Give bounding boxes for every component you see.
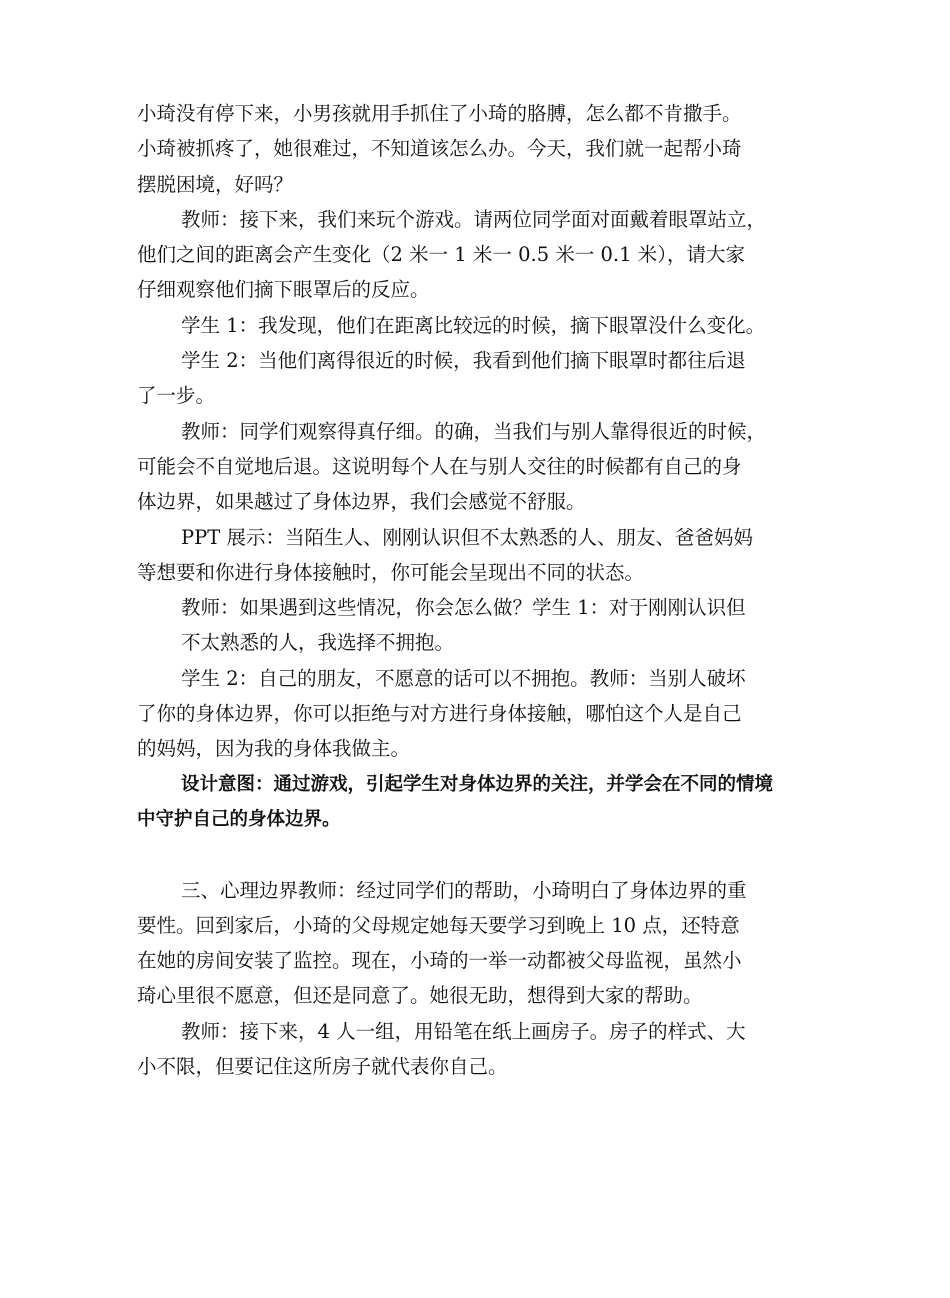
- text-line: 小不限，但要记住这所房子就代表你自己。: [137, 1055, 508, 1079]
- text-line: PPT 展示：当陌生人、刚刚认识但不太熟悉的人、朋友、爸爸妈妈: [181, 525, 753, 549]
- text-line: 摆脱困境，好吗？: [137, 172, 294, 196]
- text-line: 教师：如果遇到这些情况，你会怎么做？学生 1：对于刚刚认识但: [181, 596, 746, 620]
- text-line: 教师：同学们观察得真仔细。的确，当我们与别人靠得很近的时候，: [181, 419, 767, 443]
- text-line: 了你的身体边界，你可以拒绝与对方进行身体接触，哪怕这个人是自己: [137, 702, 742, 726]
- text-line: 教师：接下来，我们来玩个游戏。请两位同学面对面戴着眼罩站立，: [181, 207, 767, 231]
- text-line: 不太熟悉的人，我选择不拥抱。: [181, 631, 455, 655]
- design-intent-line: 设计意图：通过游戏，引起学生对身体边界的关注，并学会在不同的情境: [181, 773, 774, 795]
- design-intent-line: 中守护自己的身体边界。: [137, 808, 341, 830]
- paragraph-gap: [137, 837, 827, 872]
- text-line: 要性。回到家后，小琦的父母规定她每天要学习到晚上 10 点，还特意: [137, 913, 740, 937]
- text-line: 体边界，如果越过了身体边界，我们会感觉不舒服。: [137, 490, 586, 514]
- text-line: 琦心里很不愿意，但还是同意了。她很无助，想得到大家的帮助。: [137, 984, 703, 1008]
- text-line: 在她的房间安装了监控。现在，小琦的一举一动都被父母监视，虽然小: [137, 949, 742, 973]
- text-line: 学生 2：当他们离得很近的时候，我看到他们摘下眼罩时都往后退: [181, 349, 746, 373]
- text-line: 等想要和你进行身体接触时，你可能会呈现出不同的状态。: [137, 560, 645, 584]
- text-line: 教师：接下来，4 人一组，用铅笔在纸上画房子。房子的样式、大: [181, 1019, 746, 1043]
- text-line: 学生 1：我发现，他们在距离比较远的时候，摘下眼罩没什么变化。: [181, 313, 766, 337]
- text-line: 小琦被抓疼了，她很难过，不知道该怎么办。今天，我们就一起帮小琦: [137, 137, 742, 161]
- text-line: 可能会不自觉地后退。这说明每个人在与别人交往的时候都有自己的身: [137, 454, 742, 478]
- text-line: 小琦没有停下来，小男孩就用手抓住了小琦的胳膊，怎么都不肯撒手。: [137, 102, 742, 125]
- document-body: [137, 96, 827, 1084]
- text-line: 的妈妈，因为我的身体我做主。: [137, 737, 411, 761]
- text-line: 学生 2：自己的朋友，不愿意的话可以不拥抱。教师：当别人破坏: [181, 666, 746, 690]
- text-line: 了一步。: [137, 384, 216, 408]
- text-line: 他们之间的距离会产生变化（2 米一 1 米一 0.5 米一 0.1 米），请大家: [137, 243, 745, 267]
- section-heading-line: 三、心理边界教师：经过同学们的帮助，小琦明白了身体边界的重: [181, 878, 747, 902]
- text-line: 仔细观察他们摘下眼罩后的反应。: [137, 278, 430, 302]
